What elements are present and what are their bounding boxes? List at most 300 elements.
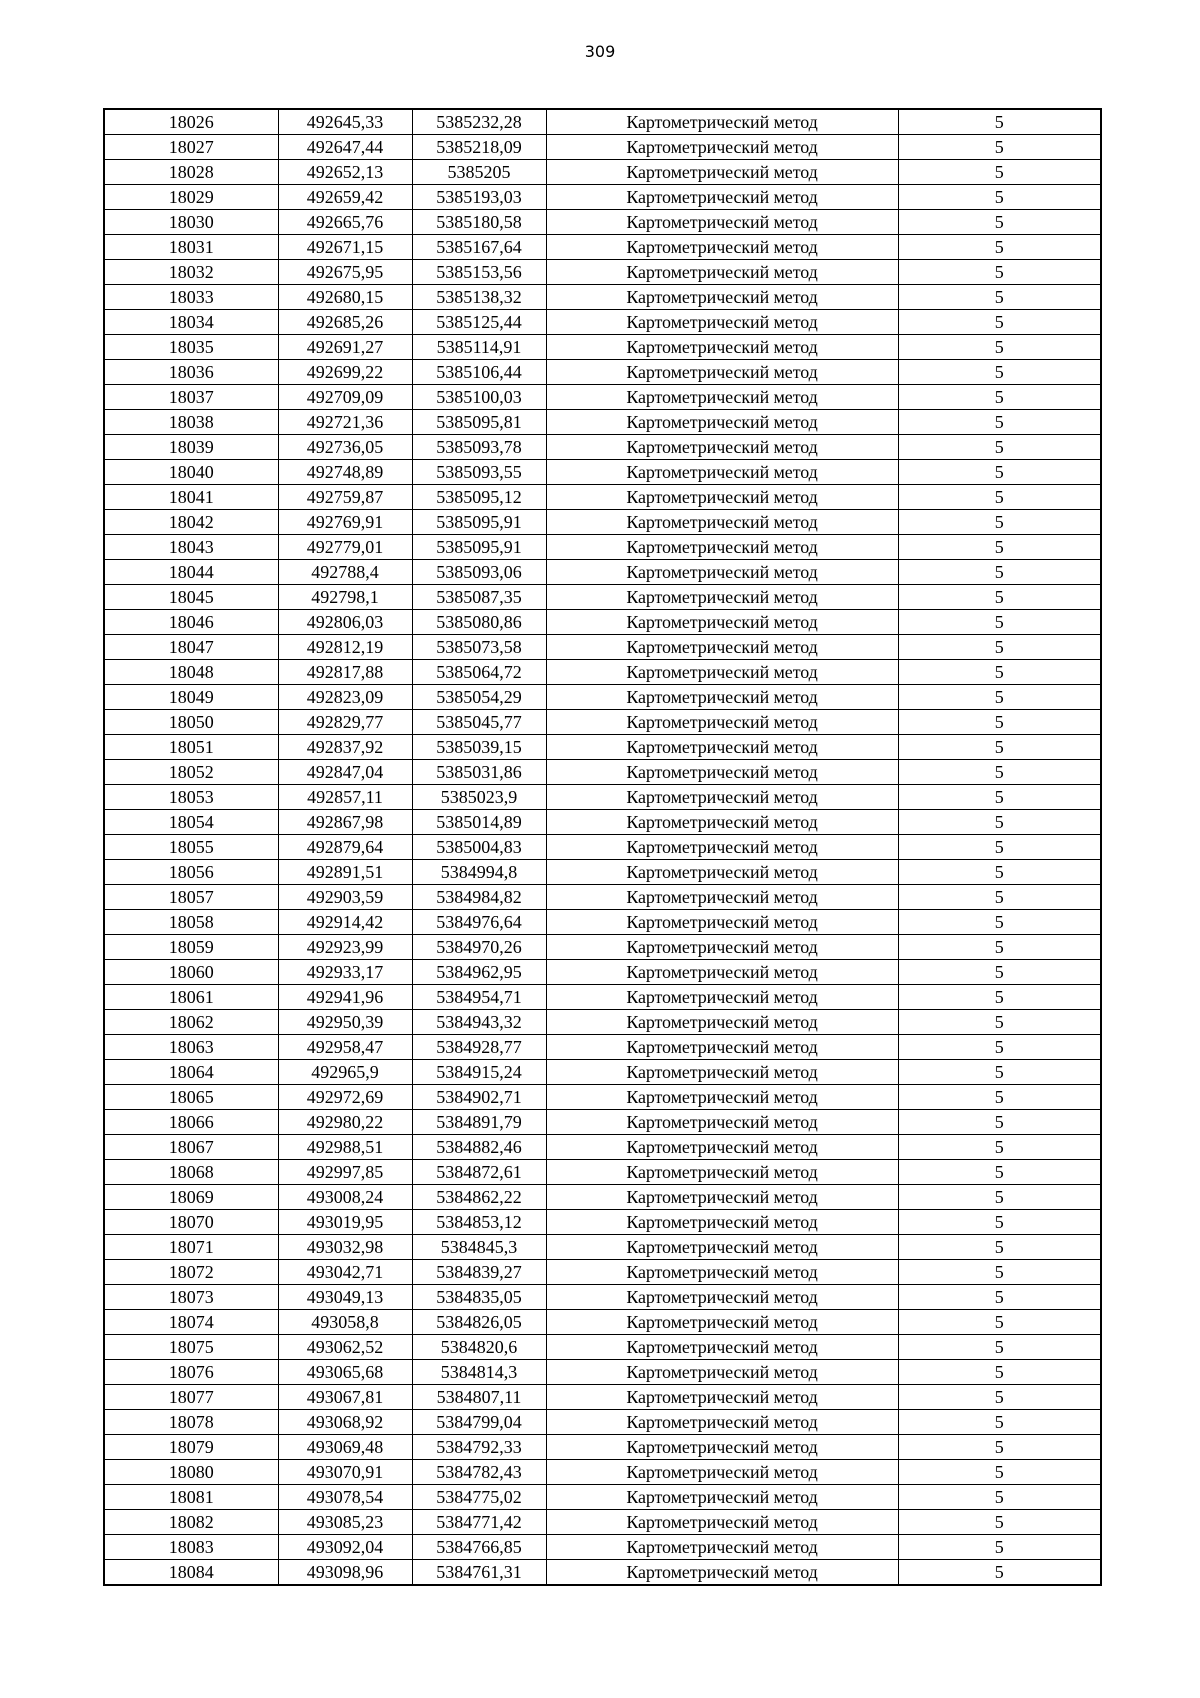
x-coordinate-cell: 492812,19: [278, 635, 412, 660]
y-coordinate-cell: 5385138,32: [412, 285, 546, 310]
y-coordinate-cell: 5384902,71: [412, 1085, 546, 1110]
accuracy-cell: 5: [898, 735, 1101, 760]
y-coordinate-cell: 5385014,89: [412, 810, 546, 835]
y-coordinate-cell: 5385114,91: [412, 335, 546, 360]
table-row: [104, 635, 1101, 660]
y-coordinate-cell: 5384761,31: [412, 1560, 546, 1586]
accuracy-cell: 5: [898, 285, 1101, 310]
table-row: [104, 610, 1101, 635]
x-coordinate-cell: 492652,13: [278, 160, 412, 185]
point-number-cell: 18031: [104, 235, 278, 260]
table-row: [104, 1460, 1101, 1485]
method-cell: Картометрический метод: [546, 435, 898, 460]
method-cell: Картометрический метод: [546, 535, 898, 560]
table-row: [104, 1410, 1101, 1435]
method-cell: Картометрический метод: [546, 285, 898, 310]
point-number-cell: 18047: [104, 635, 278, 660]
method-cell: Картометрический метод: [546, 1060, 898, 1085]
x-coordinate-cell: 493032,98: [278, 1235, 412, 1260]
method-cell: Картометрический метод: [546, 960, 898, 985]
table-row: [104, 685, 1101, 710]
x-coordinate-cell: 492645,33: [278, 109, 412, 135]
y-coordinate-cell: 5385023,9: [412, 785, 546, 810]
y-coordinate-cell: 5385193,03: [412, 185, 546, 210]
method-cell: Картометрический метод: [546, 635, 898, 660]
table-row: [104, 260, 1101, 285]
method-cell: Картометрический метод: [546, 1460, 898, 1485]
y-coordinate-cell: 5385095,91: [412, 535, 546, 560]
accuracy-cell: 5: [898, 1035, 1101, 1060]
y-coordinate-cell: 5384970,26: [412, 935, 546, 960]
x-coordinate-cell: 492736,05: [278, 435, 412, 460]
accuracy-cell: 5: [898, 1510, 1101, 1535]
point-number-cell: 18045: [104, 585, 278, 610]
method-cell: Картометрический метод: [546, 460, 898, 485]
table-row: [104, 335, 1101, 360]
x-coordinate-cell: 492847,04: [278, 760, 412, 785]
point-number-cell: 18050: [104, 710, 278, 735]
point-number-cell: 18074: [104, 1310, 278, 1335]
method-cell: Картометрический метод: [546, 1535, 898, 1560]
accuracy-cell: 5: [898, 260, 1101, 285]
table-row: [104, 1110, 1101, 1135]
table-row: [104, 910, 1101, 935]
x-coordinate-cell: 492665,76: [278, 210, 412, 235]
table-row: [104, 1135, 1101, 1160]
method-cell: Картометрический метод: [546, 1285, 898, 1310]
y-coordinate-cell: 5384872,61: [412, 1160, 546, 1185]
point-number-cell: 18083: [104, 1535, 278, 1560]
x-coordinate-cell: 492837,92: [278, 735, 412, 760]
x-coordinate-cell: 492914,42: [278, 910, 412, 935]
x-coordinate-cell: 493062,52: [278, 1335, 412, 1360]
method-cell: Картометрический метод: [546, 910, 898, 935]
y-coordinate-cell: 5385167,64: [412, 235, 546, 260]
table-row: [104, 560, 1101, 585]
table-row: [104, 1560, 1101, 1586]
method-cell: Картометрический метод: [546, 1160, 898, 1185]
x-coordinate-cell: 493058,8: [278, 1310, 412, 1335]
table-row: [104, 160, 1101, 185]
table-row: [104, 1385, 1101, 1410]
point-number-cell: 18076: [104, 1360, 278, 1385]
y-coordinate-cell: 5384845,3: [412, 1235, 546, 1260]
accuracy-cell: 5: [898, 1460, 1101, 1485]
x-coordinate-cell: 492680,15: [278, 285, 412, 310]
point-number-cell: 18082: [104, 1510, 278, 1535]
accuracy-cell: 5: [898, 1560, 1101, 1586]
point-number-cell: 18060: [104, 960, 278, 985]
method-cell: Картометрический метод: [546, 735, 898, 760]
accuracy-cell: 5: [898, 1285, 1101, 1310]
point-number-cell: 18078: [104, 1410, 278, 1435]
table-row: [104, 385, 1101, 410]
accuracy-cell: 5: [898, 560, 1101, 585]
accuracy-cell: 5: [898, 335, 1101, 360]
method-cell: Картометрический метод: [546, 1560, 898, 1586]
method-cell: Картометрический метод: [546, 885, 898, 910]
x-coordinate-cell: 493070,91: [278, 1460, 412, 1485]
table-row: [104, 810, 1101, 835]
y-coordinate-cell: 5385218,09: [412, 135, 546, 160]
point-number-cell: 18043: [104, 535, 278, 560]
point-number-cell: 18048: [104, 660, 278, 685]
point-number-cell: 18054: [104, 810, 278, 835]
y-coordinate-cell: 5385064,72: [412, 660, 546, 685]
point-number-cell: 18079: [104, 1435, 278, 1460]
point-number-cell: 18064: [104, 1060, 278, 1085]
x-coordinate-cell: 492769,91: [278, 510, 412, 535]
x-coordinate-cell: 493068,92: [278, 1410, 412, 1435]
point-number-cell: 18055: [104, 835, 278, 860]
point-number-cell: 18039: [104, 435, 278, 460]
y-coordinate-cell: 5384984,82: [412, 885, 546, 910]
y-coordinate-cell: 5384792,33: [412, 1435, 546, 1460]
x-coordinate-cell: 492988,51: [278, 1135, 412, 1160]
accuracy-cell: 5: [898, 810, 1101, 835]
point-number-cell: 18051: [104, 735, 278, 760]
table-row: [104, 935, 1101, 960]
coordinates-table-body: [104, 109, 1101, 1585]
x-coordinate-cell: 492823,09: [278, 685, 412, 710]
y-coordinate-cell: 5385100,03: [412, 385, 546, 410]
method-cell: Картометрический метод: [546, 485, 898, 510]
y-coordinate-cell: 5384862,22: [412, 1185, 546, 1210]
x-coordinate-cell: 492923,99: [278, 935, 412, 960]
point-number-cell: 18081: [104, 1485, 278, 1510]
method-cell: Картометрический метод: [546, 1260, 898, 1285]
table-row: [104, 485, 1101, 510]
accuracy-cell: 5: [898, 410, 1101, 435]
y-coordinate-cell: 5384839,27: [412, 1260, 546, 1285]
x-coordinate-cell: 492903,59: [278, 885, 412, 910]
x-coordinate-cell: 492941,96: [278, 985, 412, 1010]
accuracy-cell: 5: [898, 535, 1101, 560]
point-number-cell: 18068: [104, 1160, 278, 1185]
x-coordinate-cell: 493049,13: [278, 1285, 412, 1310]
y-coordinate-cell: 5384775,02: [412, 1485, 546, 1510]
point-number-cell: 18030: [104, 210, 278, 235]
y-coordinate-cell: 5385095,81: [412, 410, 546, 435]
point-number-cell: 18028: [104, 160, 278, 185]
x-coordinate-cell: 492806,03: [278, 610, 412, 635]
y-coordinate-cell: 5384853,12: [412, 1210, 546, 1235]
method-cell: Картометрический метод: [546, 935, 898, 960]
method-cell: Картометрический метод: [546, 1035, 898, 1060]
y-coordinate-cell: 5385106,44: [412, 360, 546, 385]
y-coordinate-cell: 5385093,55: [412, 460, 546, 485]
method-cell: Картометрический метод: [546, 810, 898, 835]
method-cell: Картометрический метод: [546, 1385, 898, 1410]
point-number-cell: 18067: [104, 1135, 278, 1160]
method-cell: Картометрический метод: [546, 410, 898, 435]
accuracy-cell: 5: [898, 310, 1101, 335]
point-number-cell: 18027: [104, 135, 278, 160]
x-coordinate-cell: 493042,71: [278, 1260, 412, 1285]
table-row: [104, 235, 1101, 260]
table-row: [104, 860, 1101, 885]
accuracy-cell: 5: [898, 160, 1101, 185]
y-coordinate-cell: 5385153,56: [412, 260, 546, 285]
accuracy-cell: 5: [898, 610, 1101, 635]
x-coordinate-cell: 492659,42: [278, 185, 412, 210]
point-number-cell: 18059: [104, 935, 278, 960]
y-coordinate-cell: 5385004,83: [412, 835, 546, 860]
x-coordinate-cell: 492817,88: [278, 660, 412, 685]
table-row: [104, 135, 1101, 160]
method-cell: Картометрический метод: [546, 210, 898, 235]
method-cell: Картометрический метод: [546, 1085, 898, 1110]
point-number-cell: 18044: [104, 560, 278, 585]
point-number-cell: 18041: [104, 485, 278, 510]
method-cell: Картометрический метод: [546, 1010, 898, 1035]
y-coordinate-cell: 5384826,05: [412, 1310, 546, 1335]
table-row: [104, 1285, 1101, 1310]
table-row: [104, 1335, 1101, 1360]
accuracy-cell: 5: [898, 1185, 1101, 1210]
accuracy-cell: 5: [898, 1435, 1101, 1460]
y-coordinate-cell: 5385093,78: [412, 435, 546, 460]
y-coordinate-cell: 5384835,05: [412, 1285, 546, 1310]
accuracy-cell: 5: [898, 435, 1101, 460]
accuracy-cell: 5: [898, 960, 1101, 985]
accuracy-cell: 5: [898, 1085, 1101, 1110]
table-row: [104, 310, 1101, 335]
accuracy-cell: 5: [898, 1260, 1101, 1285]
accuracy-cell: 5: [898, 910, 1101, 935]
table-row: [104, 960, 1101, 985]
table-row: [104, 1010, 1101, 1035]
accuracy-cell: 5: [898, 835, 1101, 860]
method-cell: Картометрический метод: [546, 260, 898, 285]
y-coordinate-cell: 5384915,24: [412, 1060, 546, 1085]
accuracy-cell: 5: [898, 385, 1101, 410]
point-number-cell: 18036: [104, 360, 278, 385]
accuracy-cell: 5: [898, 1310, 1101, 1335]
accuracy-cell: 5: [898, 1535, 1101, 1560]
y-coordinate-cell: 5384766,85: [412, 1535, 546, 1560]
coordinates-table: [103, 108, 1102, 1586]
table-row: [104, 1210, 1101, 1235]
accuracy-cell: 5: [898, 1360, 1101, 1385]
y-coordinate-cell: 5385073,58: [412, 635, 546, 660]
x-coordinate-cell: 492867,98: [278, 810, 412, 835]
table-row: [104, 1085, 1101, 1110]
accuracy-cell: 5: [898, 1110, 1101, 1135]
point-number-cell: 18037: [104, 385, 278, 410]
method-cell: Картометрический метод: [546, 785, 898, 810]
accuracy-cell: 5: [898, 210, 1101, 235]
accuracy-cell: 5: [898, 135, 1101, 160]
point-number-cell: 18033: [104, 285, 278, 310]
y-coordinate-cell: 5385095,12: [412, 485, 546, 510]
y-coordinate-cell: 5384820,6: [412, 1335, 546, 1360]
point-number-cell: 18075: [104, 1335, 278, 1360]
x-coordinate-cell: 492997,85: [278, 1160, 412, 1185]
table-row: [104, 410, 1101, 435]
table-row: [104, 735, 1101, 760]
point-number-cell: 18061: [104, 985, 278, 1010]
y-coordinate-cell: 5384928,77: [412, 1035, 546, 1060]
y-coordinate-cell: 5384891,79: [412, 1110, 546, 1135]
accuracy-cell: 5: [898, 1385, 1101, 1410]
y-coordinate-cell: 5384782,43: [412, 1460, 546, 1485]
y-coordinate-cell: 5385039,15: [412, 735, 546, 760]
table-row: [104, 1310, 1101, 1335]
accuracy-cell: 5: [898, 710, 1101, 735]
x-coordinate-cell: 493085,23: [278, 1510, 412, 1535]
y-coordinate-cell: 5385054,29: [412, 685, 546, 710]
x-coordinate-cell: 492798,1: [278, 585, 412, 610]
x-coordinate-cell: 493092,04: [278, 1535, 412, 1560]
table-row: [104, 210, 1101, 235]
accuracy-cell: 5: [898, 1160, 1101, 1185]
point-number-cell: 18065: [104, 1085, 278, 1110]
method-cell: Картометрический метод: [546, 835, 898, 860]
accuracy-cell: 5: [898, 485, 1101, 510]
point-number-cell: 18072: [104, 1260, 278, 1285]
accuracy-cell: 5: [898, 1485, 1101, 1510]
method-cell: Картометрический метод: [546, 660, 898, 685]
x-coordinate-cell: 492691,27: [278, 335, 412, 360]
method-cell: Картометрический метод: [546, 160, 898, 185]
x-coordinate-cell: 492671,15: [278, 235, 412, 260]
point-number-cell: 18038: [104, 410, 278, 435]
accuracy-cell: 5: [898, 1335, 1101, 1360]
table-row: [104, 1435, 1101, 1460]
accuracy-cell: 5: [898, 185, 1101, 210]
x-coordinate-cell: 492779,01: [278, 535, 412, 560]
y-coordinate-cell: 5384962,95: [412, 960, 546, 985]
y-coordinate-cell: 5385093,06: [412, 560, 546, 585]
method-cell: Картометрический метод: [546, 1360, 898, 1385]
table-row: [104, 1235, 1101, 1260]
x-coordinate-cell: 493008,24: [278, 1185, 412, 1210]
point-number-cell: 18071: [104, 1235, 278, 1260]
x-coordinate-cell: 492699,22: [278, 360, 412, 385]
y-coordinate-cell: 5385080,86: [412, 610, 546, 635]
accuracy-cell: 5: [898, 885, 1101, 910]
table-row: [104, 460, 1101, 485]
point-number-cell: 18034: [104, 310, 278, 335]
method-cell: Картометрический метод: [546, 1410, 898, 1435]
point-number-cell: 18042: [104, 510, 278, 535]
x-coordinate-cell: 493019,95: [278, 1210, 412, 1235]
method-cell: Картометрический метод: [546, 1235, 898, 1260]
x-coordinate-cell: 493098,96: [278, 1560, 412, 1586]
accuracy-cell: 5: [898, 860, 1101, 885]
accuracy-cell: 5: [898, 1210, 1101, 1235]
point-number-cell: 18069: [104, 1185, 278, 1210]
x-coordinate-cell: 492857,11: [278, 785, 412, 810]
y-coordinate-cell: 5385205: [412, 160, 546, 185]
table-row: [104, 785, 1101, 810]
accuracy-cell: 5: [898, 935, 1101, 960]
point-number-cell: 18084: [104, 1560, 278, 1586]
x-coordinate-cell: 492685,26: [278, 310, 412, 335]
x-coordinate-cell: 492879,64: [278, 835, 412, 860]
point-number-cell: 18026: [104, 109, 278, 135]
point-number-cell: 18077: [104, 1385, 278, 1410]
point-number-cell: 18052: [104, 760, 278, 785]
x-coordinate-cell: 492759,87: [278, 485, 412, 510]
y-coordinate-cell: 5385087,35: [412, 585, 546, 610]
x-coordinate-cell: 492958,47: [278, 1035, 412, 1060]
point-number-cell: 18070: [104, 1210, 278, 1235]
table-row: [104, 1260, 1101, 1285]
page-number: 309: [584, 42, 616, 61]
method-cell: Картометрический метод: [546, 135, 898, 160]
method-cell: Картометрический метод: [546, 385, 898, 410]
method-cell: Картометрический метод: [546, 860, 898, 885]
accuracy-cell: 5: [898, 585, 1101, 610]
method-cell: Картометрический метод: [546, 1435, 898, 1460]
accuracy-cell: 5: [898, 360, 1101, 385]
accuracy-cell: 5: [898, 235, 1101, 260]
x-coordinate-cell: 492829,77: [278, 710, 412, 735]
y-coordinate-cell: 5384814,3: [412, 1360, 546, 1385]
x-coordinate-cell: 492748,89: [278, 460, 412, 485]
method-cell: Картометрический метод: [546, 1310, 898, 1335]
point-number-cell: 18053: [104, 785, 278, 810]
x-coordinate-cell: 492675,95: [278, 260, 412, 285]
method-cell: Картометрический метод: [546, 360, 898, 385]
point-number-cell: 18057: [104, 885, 278, 910]
table-row: [104, 1535, 1101, 1560]
accuracy-cell: 5: [898, 985, 1101, 1010]
table-row: [104, 760, 1101, 785]
method-cell: Картометрический метод: [546, 560, 898, 585]
y-coordinate-cell: 5385031,86: [412, 760, 546, 785]
x-coordinate-cell: 492972,69: [278, 1085, 412, 1110]
accuracy-cell: 5: [898, 1410, 1101, 1435]
accuracy-cell: 5: [898, 109, 1101, 135]
method-cell: Картометрический метод: [546, 760, 898, 785]
x-coordinate-cell: 492647,44: [278, 135, 412, 160]
x-coordinate-cell: 493065,68: [278, 1360, 412, 1385]
table-row: [104, 710, 1101, 735]
table-row: [104, 985, 1101, 1010]
point-number-cell: 18049: [104, 685, 278, 710]
table-row: [104, 360, 1101, 385]
y-coordinate-cell: 5385095,91: [412, 510, 546, 535]
y-coordinate-cell: 5384799,04: [412, 1410, 546, 1435]
method-cell: Картометрический метод: [546, 1135, 898, 1160]
point-number-cell: 18040: [104, 460, 278, 485]
method-cell: Картометрический метод: [546, 1110, 898, 1135]
method-cell: Картометрический метод: [546, 335, 898, 360]
method-cell: Картометрический метод: [546, 710, 898, 735]
x-coordinate-cell: 492891,51: [278, 860, 412, 885]
point-number-cell: 18029: [104, 185, 278, 210]
method-cell: Картометрический метод: [546, 985, 898, 1010]
method-cell: Картометрический метод: [546, 185, 898, 210]
y-coordinate-cell: 5384943,32: [412, 1010, 546, 1035]
point-number-cell: 18046: [104, 610, 278, 635]
point-number-cell: 18080: [104, 1460, 278, 1485]
y-coordinate-cell: 5384882,46: [412, 1135, 546, 1160]
table-row: [104, 1360, 1101, 1385]
table-row: [104, 1485, 1101, 1510]
x-coordinate-cell: 492950,39: [278, 1010, 412, 1035]
x-coordinate-cell: 492721,36: [278, 410, 412, 435]
method-cell: Картометрический метод: [546, 235, 898, 260]
accuracy-cell: 5: [898, 785, 1101, 810]
table-row: [104, 185, 1101, 210]
point-number-cell: 18035: [104, 335, 278, 360]
accuracy-cell: 5: [898, 760, 1101, 785]
method-cell: Картометрический метод: [546, 310, 898, 335]
